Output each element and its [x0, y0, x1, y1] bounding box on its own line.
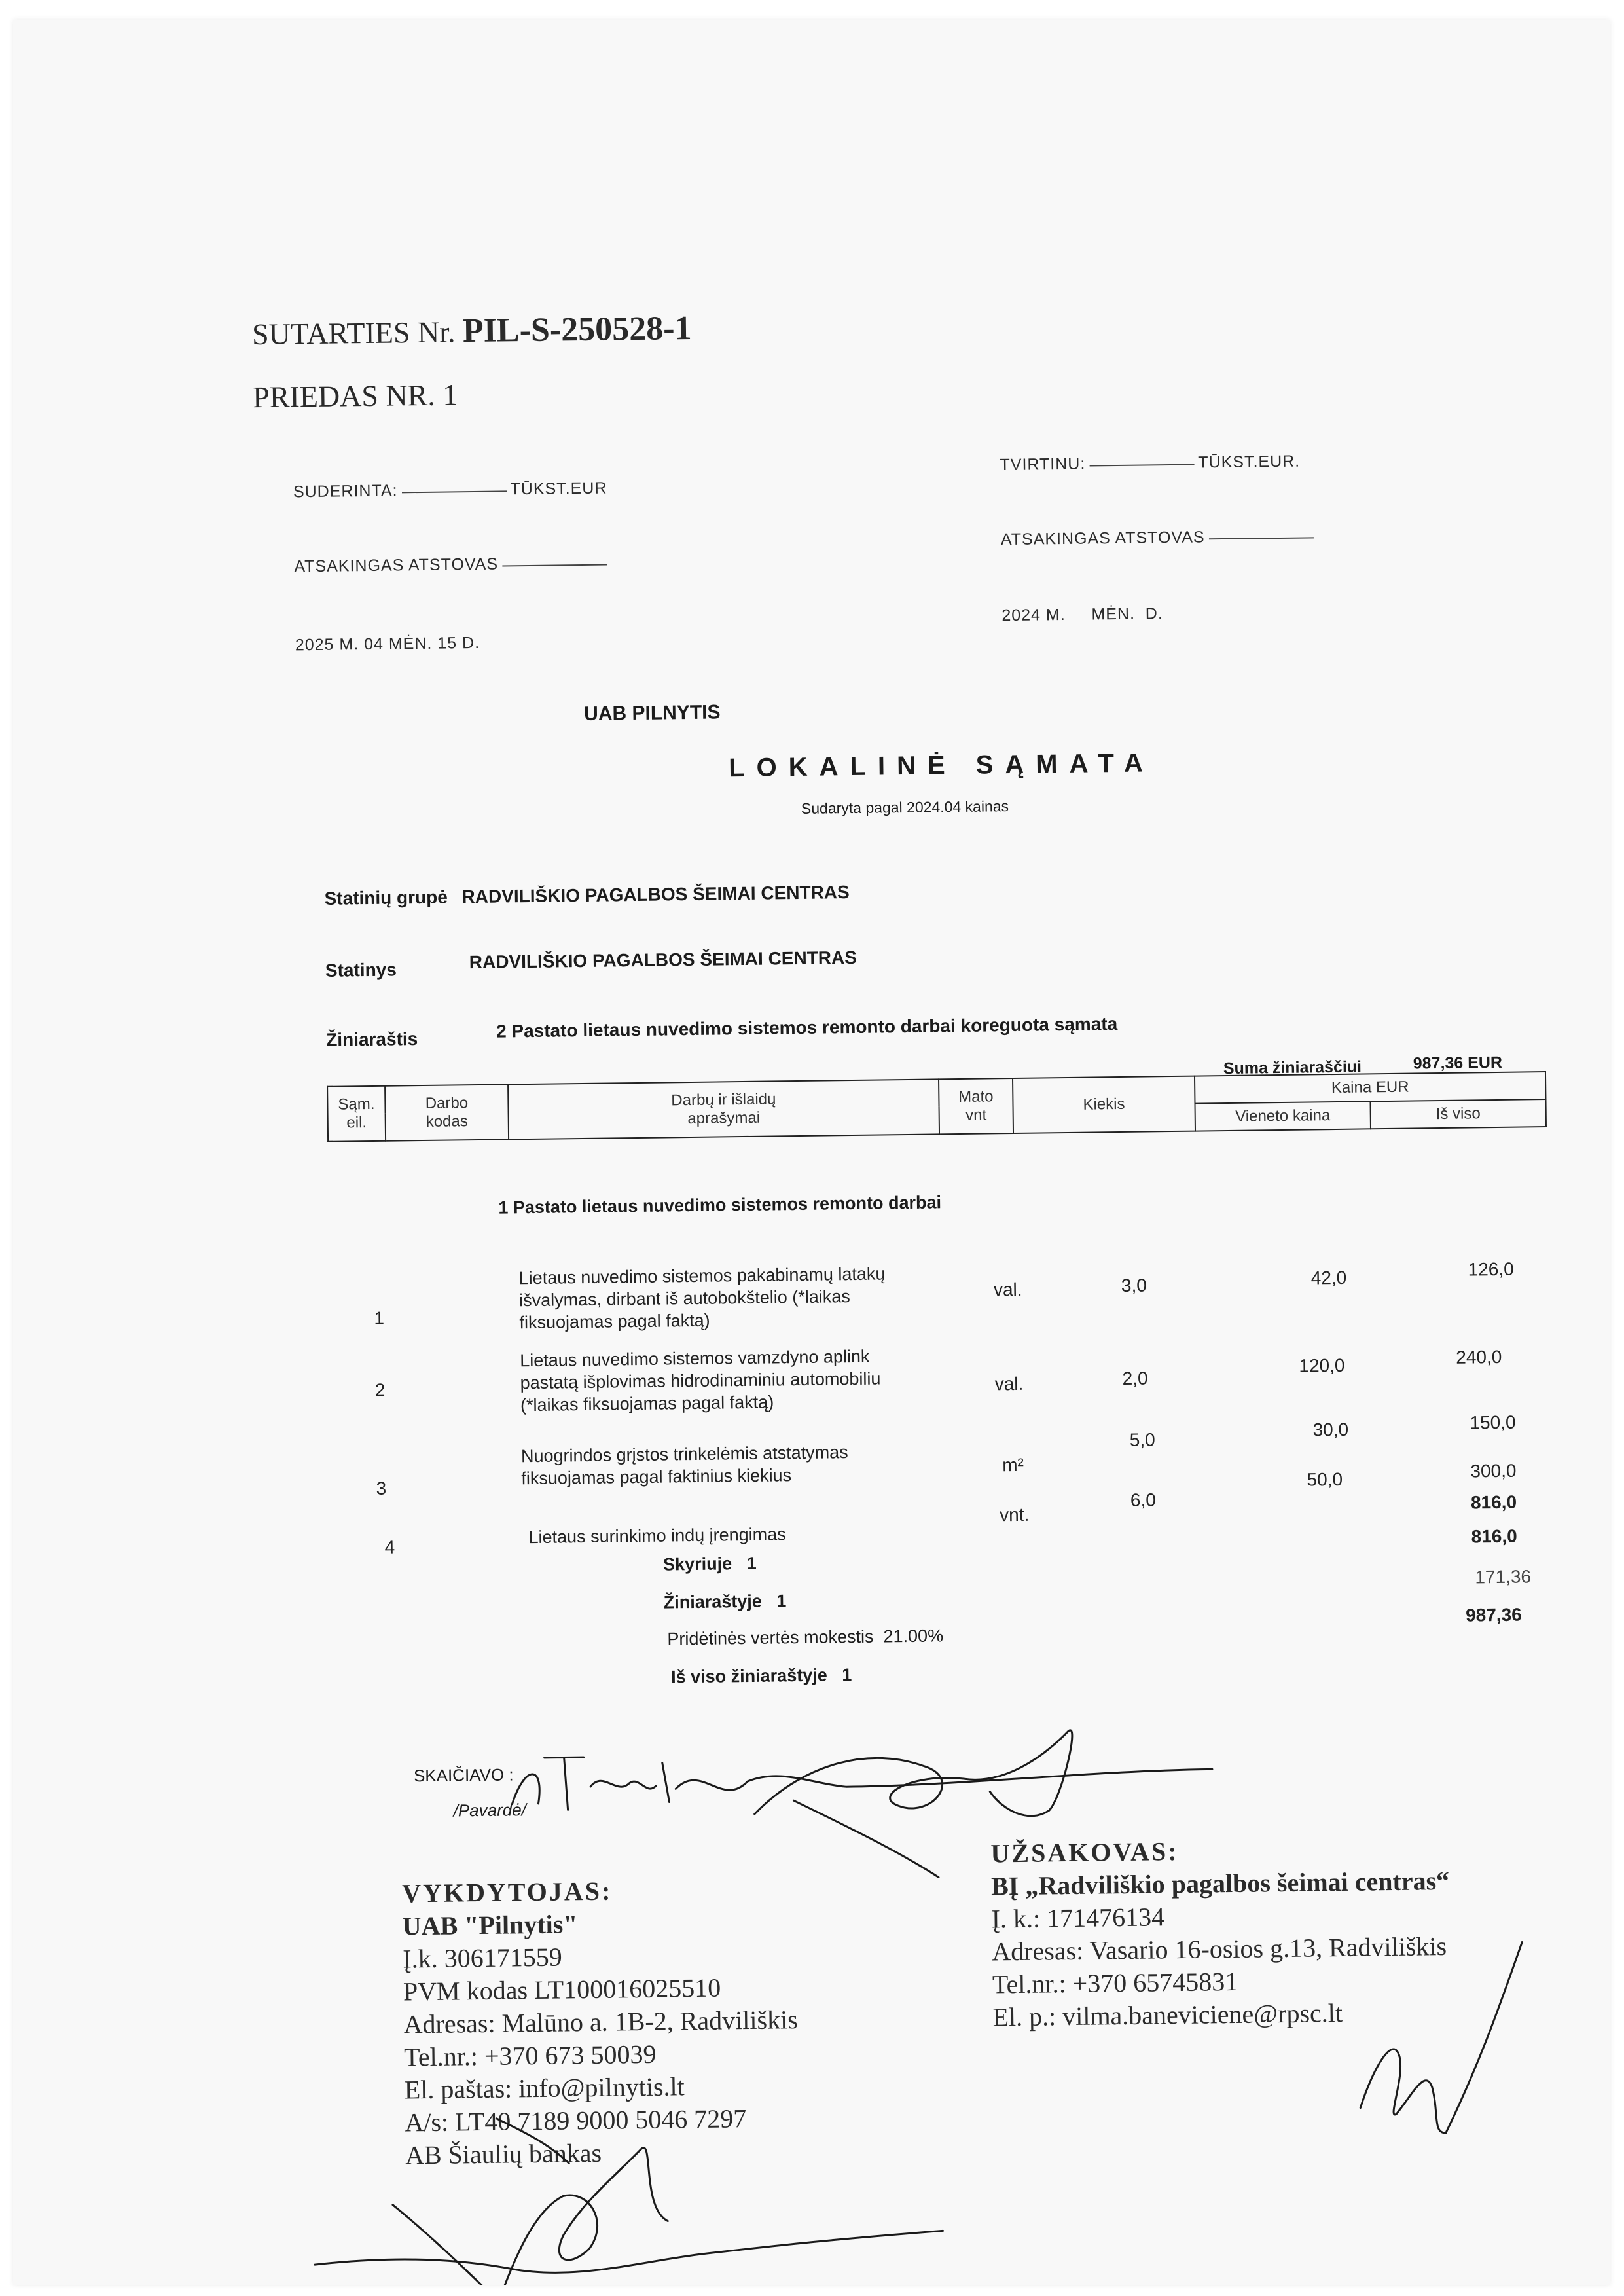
calculator-signature	[505, 1717, 1227, 1895]
group-value: RADVILIŠKIO PAGALBOS ŠEIMAI CENTRAS	[461, 882, 850, 907]
row1-price: 42,0	[1310, 1267, 1347, 1288]
document-body	[13, 20, 1610, 2285]
contract-prefix: SUTARTIES Nr.	[251, 315, 456, 352]
row1-total: 126,0	[1468, 1258, 1514, 1280]
row1-qty: 3,0	[1121, 1275, 1147, 1296]
row3-price: 30,0	[1312, 1419, 1349, 1440]
col-total-header: Iš viso	[1370, 1099, 1545, 1129]
sheet-value: 2 Pastato lietaus nuvedimo sistemos remonto darbai koreguota sąmata	[496, 1013, 1118, 1042]
contract-line	[252, 309, 692, 353]
contractor-signature	[300, 2100, 957, 2285]
section-title: 1 Pastato lietaus nuvedimo sistemos remonto darbai	[498, 1192, 942, 1218]
annex-label: PRIEDAS NR. 1	[252, 378, 458, 414]
sum-label: Suma žiniaraščiui	[1223, 1057, 1362, 1078]
contractor-email: El. paštas: info@pilnytis.lt	[404, 2071, 685, 2105]
vat-label: Pridėtinės vertės mokestis 21.00%	[667, 1626, 944, 1649]
extra-total: 816,0	[1470, 1491, 1517, 1513]
rep-left-label: ATSAKINGAS ATSTOVAS	[294, 555, 499, 576]
contractor-address: Adresas: Malūno a. 1B-2, Radviliškis	[403, 2005, 798, 2039]
col-no-header: Sąm. eil.	[327, 1086, 386, 1142]
col-price-header: Kaina EUR	[1195, 1072, 1545, 1104]
scanned-page	[13, 20, 1610, 2285]
contractor-phone: Tel.nr.: +370 673 50039	[403, 2039, 657, 2072]
contractor-name: UAB "Pilnytis"	[402, 1909, 578, 1941]
calc-label: SKAIČIAVO :	[413, 1764, 514, 1786]
client-code: Į. k.: 171476134	[991, 1902, 1165, 1934]
rep-left-blank	[502, 564, 607, 567]
sheet-total-label: Žiniaraštyje 1	[663, 1591, 787, 1613]
row2-qty: 2,0	[1122, 1368, 1148, 1389]
row3-qty: 5,0	[1129, 1429, 1155, 1450]
row2-unit: val.	[994, 1373, 1024, 1394]
building-label: Statinys	[325, 959, 397, 981]
col-qty-header: Kiekis	[1013, 1076, 1195, 1133]
agreed-blank	[402, 490, 507, 493]
rep-right-line	[1001, 526, 1318, 549]
rep-right-blank	[1209, 536, 1314, 539]
client-email: El. p.: vilma.baneviciene@rpsc.lt	[992, 1997, 1343, 2032]
row2-no: 2	[374, 1379, 386, 1400]
sum-value: 987,36 EUR	[1413, 1053, 1503, 1073]
approve-line	[1000, 452, 1300, 475]
row3-desc: Nuogrindos grįstos trinkelėmis atstatymas fiksuojamas pagal faktinius kiekius	[520, 1442, 848, 1489]
row3-no: 3	[376, 1478, 387, 1499]
row1-no: 1	[374, 1307, 385, 1328]
col-unit-price-header: Vieneto kaina	[1195, 1101, 1371, 1131]
contract-number: PIL-S-250528-1	[462, 309, 692, 350]
row4-qty: 6,0	[1130, 1489, 1157, 1510]
col-unit-header: Mato vnt	[939, 1078, 1013, 1134]
col-code-header: Darbo kodas	[385, 1084, 509, 1140]
company-name: UAB PILNYTIS	[583, 701, 721, 725]
date-left: 2025 M. 04 MĖN. 15 D.	[295, 633, 480, 655]
row4-unit: vnt.	[999, 1504, 1030, 1525]
rep-left-line	[294, 553, 611, 576]
estimate-subtitle: Sudaryta pagal 2024.04 kainas	[801, 797, 1009, 817]
row4-no: 4	[384, 1537, 395, 1558]
row3-unit: m²	[1002, 1454, 1024, 1476]
date-right: 2024 M. MĖN. D.	[1001, 604, 1163, 625]
grand-total-value: 987,36	[1465, 1604, 1522, 1626]
row4-total: 300,0	[1470, 1460, 1517, 1482]
agreed-line	[293, 479, 607, 502]
estimate-table-header	[327, 1071, 1547, 1142]
col-desc-header: Darbų ir išlaidų aprašymai	[508, 1079, 939, 1139]
contractor-vat: PVM kodas LT100016025510	[403, 1973, 721, 2007]
calc-sublabel: /Pavardė/	[453, 1800, 527, 1821]
client-phone: Tel.nr.: +370 65745831	[992, 1966, 1238, 1999]
row2-price: 120,0	[1299, 1355, 1345, 1376]
row2-desc: Lietaus nuvedimo sistemos vamzdyno aplink pastatą išplovimas hidrodinaminiu automobiliu (*laikas fiksuojamas pagal faktą)	[520, 1346, 881, 1415]
approve-blank	[1089, 464, 1194, 467]
section-total-label: Skyriuje 1	[662, 1553, 757, 1575]
client-name: BĮ „Radviliškio pagalbos šeimai centras“	[990, 1865, 1450, 1901]
approve-label: TVIRTINU:	[1000, 454, 1086, 475]
client-heading: UŽSAKOVAS:	[990, 1836, 1179, 1868]
estimate-title: LOKALINĖ SĄMATA	[728, 748, 1155, 783]
agreed-unit: TŪKST.EUR	[510, 479, 607, 499]
contractor-bank: AB Šiaulių bankas	[405, 2138, 602, 2170]
row1-unit: val.	[993, 1279, 1022, 1300]
approve-unit: TŪKST.EUR.	[1198, 452, 1301, 472]
section-total-value: 816,0	[1471, 1525, 1517, 1547]
row3-total: 150,0	[1470, 1412, 1516, 1433]
client-signature	[1332, 1935, 1531, 2160]
building-value: RADVILIŠKIO PAGALBOS ŠEIMAI CENTRAS	[469, 947, 857, 973]
sheet-label: Žiniaraštis	[326, 1029, 418, 1050]
row1-desc: Lietaus nuvedimo sistemos pakabinamų latakų išvalymas, dirbant iš autobokštelio (*laikas fiksuojamas pagal faktą)	[518, 1264, 886, 1333]
contractor-code: Į.k. 306171559	[403, 1942, 562, 1974]
row4-price: 50,0	[1307, 1468, 1343, 1490]
row4-desc: Lietaus surinkimo indų įrengimas	[528, 1524, 786, 1548]
grand-total-label: Iš viso žiniaraštyje 1	[670, 1665, 852, 1687]
row2-total: 240,0	[1456, 1346, 1502, 1368]
rep-right-label: ATSAKINGAS ATSTOVAS	[1000, 528, 1205, 549]
contractor-account: A/s: LT40 7189 9000 5046 7297	[405, 2104, 747, 2138]
contractor-heading: VYKDYTOJAS:	[401, 1876, 613, 1908]
vat-value: 171,36	[1475, 1566, 1532, 1588]
agreed-label: SUDERINTA:	[293, 481, 398, 501]
client-address: Adresas: Vasario 16-osios g.13, Radviliškis	[992, 1931, 1447, 1967]
group-label: Statinių grupė	[324, 886, 448, 909]
